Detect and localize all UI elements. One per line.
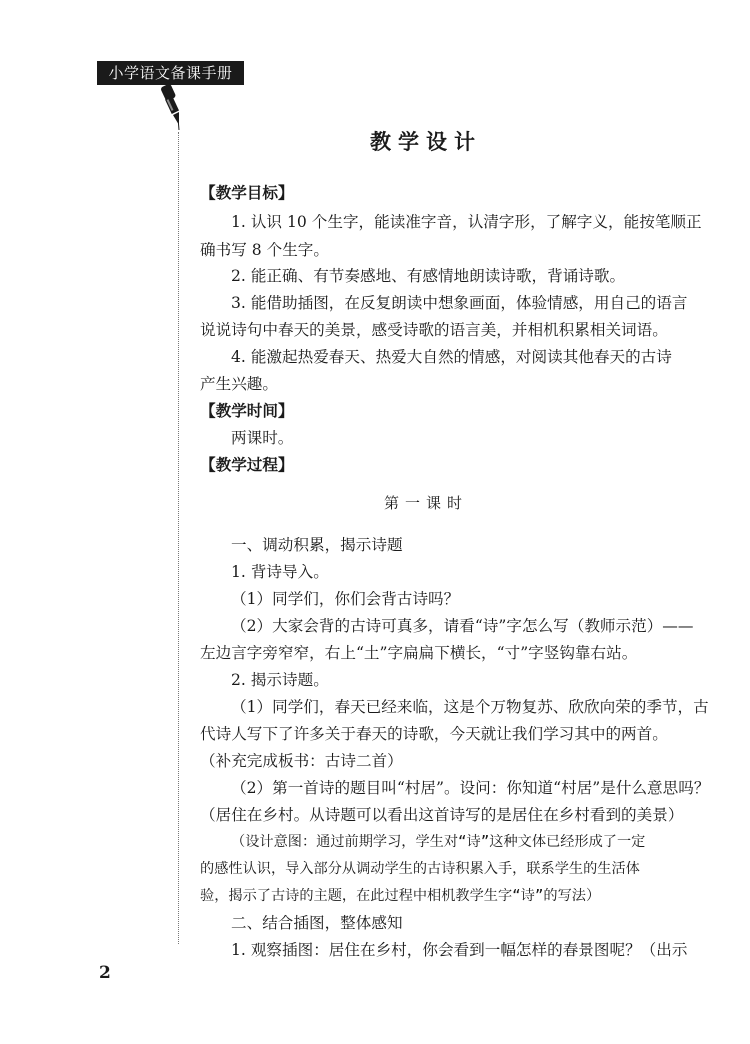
text-line: 2. 揭示诗题。 — [231, 671, 329, 689]
text-line: 产生兴趣。 — [200, 375, 278, 393]
lesson-subtitle: 第一课时 — [383, 494, 468, 512]
text-line: （1）同学们，春天已经来临，这是个万物复苏、欣欣向荣的季节，古 — [231, 698, 709, 716]
text-line: 3. 能借助插图，在反复朗读中想象画面，体验情感，用自己的语言 — [231, 294, 688, 312]
text-line: 左边言字旁窄窄，右上“土”字扁扁下横长，“寸”字竖钩靠右站。 — [200, 644, 638, 662]
section-heading-objectives: 【教学目标】 — [200, 184, 294, 202]
text-line: （补充完成板书：古诗二首） — [200, 752, 403, 770]
text-line: 代诗人写下了许多关于春天的诗歌，今天就让我们学习其中的两首。 — [200, 725, 668, 743]
design-note-line: 的感性认识，导入部分从调动学生的古诗积累入手，联系学生的生活体 — [200, 861, 640, 877]
book-series-badge: 小学语文备课手册 — [97, 61, 244, 85]
text-line: 二、结合插图，整体感知 — [231, 914, 403, 932]
text-line: 确书写 8 个生字。 — [200, 241, 329, 259]
text-line: 1. 观察插图：居住在乡村，你会看到一幅怎样的春景图呢？（出示 — [231, 941, 688, 959]
text-line: （1）同学们，你们会背古诗吗？ — [231, 590, 460, 608]
text-line: 两课时。 — [231, 429, 294, 447]
design-note-line: 验，揭示了古诗的主题，在此过程中相机教学生字“诗”的写法） — [200, 888, 601, 904]
text-line: （居住在乡村。从诗题可以看出这首诗写的是居住在乡村看到的美景） — [200, 806, 684, 824]
text-line: （2）大家会背的古诗可真多，请看“诗”字怎么写（教师示范）—— — [231, 617, 694, 635]
text-line: （2）第一首诗的题目叫“村居”。设问：你知道“村居”是什么意思吗？ — [231, 779, 710, 797]
page-number: 2 — [99, 963, 111, 983]
text-line: 一、调动积累，揭示诗题 — [231, 536, 403, 554]
text-line: 4. 能激起热爱春天、热爱大自然的情感，对阅读其他春天的古诗 — [231, 348, 672, 366]
pen-nib-icon — [160, 85, 186, 131]
text-line: 1. 认识 10 个生字，能读准字音，认清字形，了解字义，能按笔顺正 — [231, 213, 702, 231]
text-line: 说说诗句中春天的美景，感受诗歌的语言美，并相机积累相关词语。 — [200, 321, 668, 339]
text-line: 1. 背诗导入。 — [231, 563, 329, 581]
text-line: 2. 能正确、有节奏感地、有感情地朗读诗歌，背诵诗歌。 — [231, 267, 626, 285]
margin-dotted-rule — [178, 132, 179, 944]
section-heading-process: 【教学过程】 — [200, 456, 294, 474]
design-note-line: （设计意图：通过前期学习，学生对“诗”这种文体已经形成了一定 — [231, 834, 646, 850]
section-heading-time: 【教学时间】 — [200, 402, 294, 420]
page-title: 教学设计 — [370, 130, 482, 154]
